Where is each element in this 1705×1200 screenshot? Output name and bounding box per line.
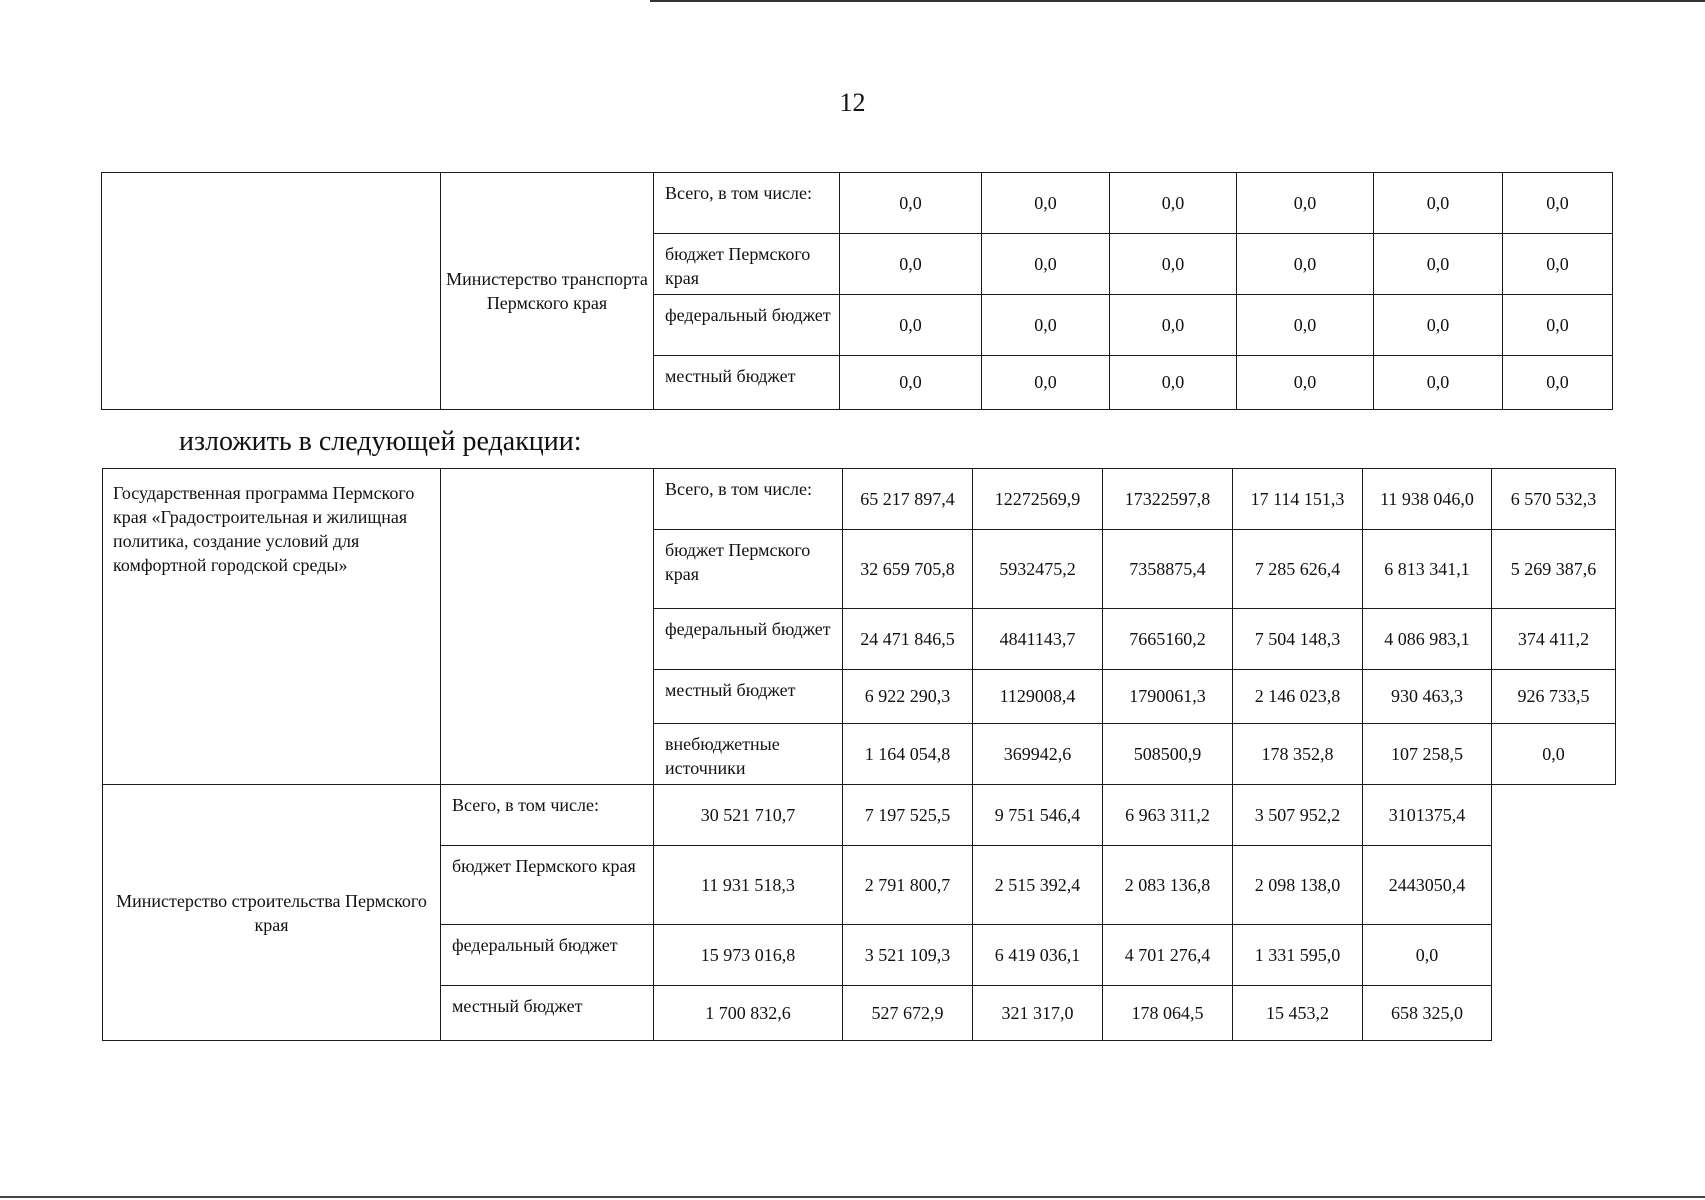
value-cell: 2 515 392,4 — [973, 846, 1103, 925]
table-transport-ministry — [101, 172, 1613, 410]
value-cell: 0,0 — [1237, 234, 1374, 295]
value-cell: 17322597,8 — [1103, 469, 1233, 530]
value-cell: 0,0 — [1363, 925, 1492, 986]
row-label: Всего, в том числе: — [654, 469, 843, 530]
value-cell: 7 504 148,3 — [1233, 609, 1363, 670]
value-cell: 0,0 — [840, 173, 982, 234]
value-cell: 6 922 290,3 — [843, 670, 973, 724]
value-cell: 1 164 054,8 — [843, 724, 973, 785]
table-program — [102, 468, 1616, 1041]
value-cell: 0,0 — [1110, 356, 1237, 410]
amendment-heading: изложить в следующей редакции: — [179, 426, 582, 457]
value-cell: 5932475,2 — [973, 530, 1103, 609]
value-cell: 107 258,5 — [1363, 724, 1492, 785]
scan-edge-bottom — [0, 1196, 1705, 1198]
row-label: бюджет Пермского края — [441, 846, 654, 925]
value-cell: 2 083 136,8 — [1103, 846, 1233, 925]
value-cell: 926 733,5 — [1492, 670, 1616, 724]
value-cell: 178 064,5 — [1103, 986, 1233, 1041]
value-cell: 0,0 — [1503, 356, 1613, 410]
value-cell: 6 813 341,1 — [1363, 530, 1492, 609]
value-cell: 0,0 — [1237, 173, 1374, 234]
scan-edge-top — [650, 0, 1705, 2]
value-cell: 1 700 832,6 — [654, 986, 843, 1041]
value-cell: 321 317,0 — [973, 986, 1103, 1041]
value-cell: 0,0 — [840, 234, 982, 295]
page-number: 12 — [839, 88, 866, 117]
value-cell: 658 325,0 — [1363, 986, 1492, 1041]
value-cell: 3 507 952,2 — [1233, 785, 1363, 846]
value-cell: 2 146 023,8 — [1233, 670, 1363, 724]
value-cell: 17 114 151,3 — [1233, 469, 1363, 530]
value-cell: 0,0 — [1492, 724, 1616, 785]
value-cell: 369942,6 — [973, 724, 1103, 785]
value-cell: 0,0 — [1110, 173, 1237, 234]
value-cell: 2 791 800,7 — [843, 846, 973, 925]
value-cell: 7665160,2 — [1103, 609, 1233, 670]
value-cell: 930 463,3 — [1363, 670, 1492, 724]
value-cell: 0,0 — [982, 173, 1110, 234]
row-label: федеральный бюджет — [654, 609, 843, 670]
value-cell: 4 701 276,4 — [1103, 925, 1233, 986]
value-cell: 7 197 525,5 — [843, 785, 973, 846]
value-cell: 15 973 016,8 — [654, 925, 843, 986]
row-label: внебюджетные источники — [654, 724, 843, 785]
value-cell: 3101375,4 — [1363, 785, 1492, 846]
value-cell: 6 570 532,3 — [1492, 469, 1616, 530]
value-cell: 7 285 626,4 — [1233, 530, 1363, 609]
table-row — [103, 469, 1616, 530]
table-row — [102, 173, 1613, 234]
ministry-transport-cell: Министерство транспорта Пермского края — [441, 173, 654, 410]
value-cell: 508500,9 — [1103, 724, 1233, 785]
value-cell: 0,0 — [1110, 295, 1237, 356]
program-title-cell: Государственная программа Пермского края «Градостроительная и жилищная политика, создание условий для комфортной городской среды» — [103, 469, 441, 785]
value-cell: 2443050,4 — [1363, 846, 1492, 925]
value-cell: 0,0 — [1374, 356, 1503, 410]
value-cell: 0,0 — [1503, 295, 1613, 356]
value-cell: 30 521 710,7 — [654, 785, 843, 846]
value-cell: 32 659 705,8 — [843, 530, 973, 609]
value-cell: 0,0 — [1503, 173, 1613, 234]
value-cell: 0,0 — [1110, 234, 1237, 295]
value-cell: 0,0 — [982, 295, 1110, 356]
value-cell: 11 931 518,3 — [654, 846, 843, 925]
row-label: местный бюджет — [654, 356, 840, 410]
ministry-construction-cell: Министерство строительства Пермского края — [103, 785, 441, 1041]
value-cell: 6 963 311,2 — [1103, 785, 1233, 846]
value-cell: 3 521 109,3 — [843, 925, 973, 986]
table-row — [103, 785, 1616, 846]
value-cell: 0,0 — [840, 356, 982, 410]
value-cell: 0,0 — [1374, 234, 1503, 295]
value-cell: 24 471 846,5 — [843, 609, 973, 670]
value-cell: 374 411,2 — [1492, 609, 1616, 670]
value-cell: 1790061,3 — [1103, 670, 1233, 724]
row-label: местный бюджет — [654, 670, 843, 724]
empty-ministry-cell — [441, 469, 654, 785]
value-cell: 1129008,4 — [973, 670, 1103, 724]
value-cell: 65 217 897,4 — [843, 469, 973, 530]
value-cell: 527 672,9 — [843, 986, 973, 1041]
row-label: Всего, в том числе: — [441, 785, 654, 846]
value-cell: 0,0 — [1374, 173, 1503, 234]
row-label: Всего, в том числе: — [654, 173, 840, 234]
value-cell: 0,0 — [840, 295, 982, 356]
value-cell: 7358875,4 — [1103, 530, 1233, 609]
row-label: местный бюджет — [441, 986, 654, 1041]
value-cell: 0,0 — [1237, 356, 1374, 410]
value-cell: 12272569,9 — [973, 469, 1103, 530]
value-cell: 0,0 — [982, 356, 1110, 410]
row-label: федеральный бюджет — [654, 295, 840, 356]
row-label: бюджет Пермского края — [654, 530, 843, 609]
value-cell: 6 419 036,1 — [973, 925, 1103, 986]
value-cell: 4841143,7 — [973, 609, 1103, 670]
value-cell: 0,0 — [982, 234, 1110, 295]
value-cell: 9 751 546,4 — [973, 785, 1103, 846]
value-cell: 0,0 — [1237, 295, 1374, 356]
row-label: бюджет Пермского края — [654, 234, 840, 295]
value-cell: 178 352,8 — [1233, 724, 1363, 785]
value-cell: 15 453,2 — [1233, 986, 1363, 1041]
value-cell: 1 331 595,0 — [1233, 925, 1363, 986]
value-cell: 4 086 983,1 — [1363, 609, 1492, 670]
value-cell: 11 938 046,0 — [1363, 469, 1492, 530]
value-cell: 0,0 — [1374, 295, 1503, 356]
value-cell: 5 269 387,6 — [1492, 530, 1616, 609]
value-cell: 2 098 138,0 — [1233, 846, 1363, 925]
row-label: федеральный бюджет — [441, 925, 654, 986]
value-cell: 0,0 — [1503, 234, 1613, 295]
empty-program-cell — [102, 173, 441, 410]
